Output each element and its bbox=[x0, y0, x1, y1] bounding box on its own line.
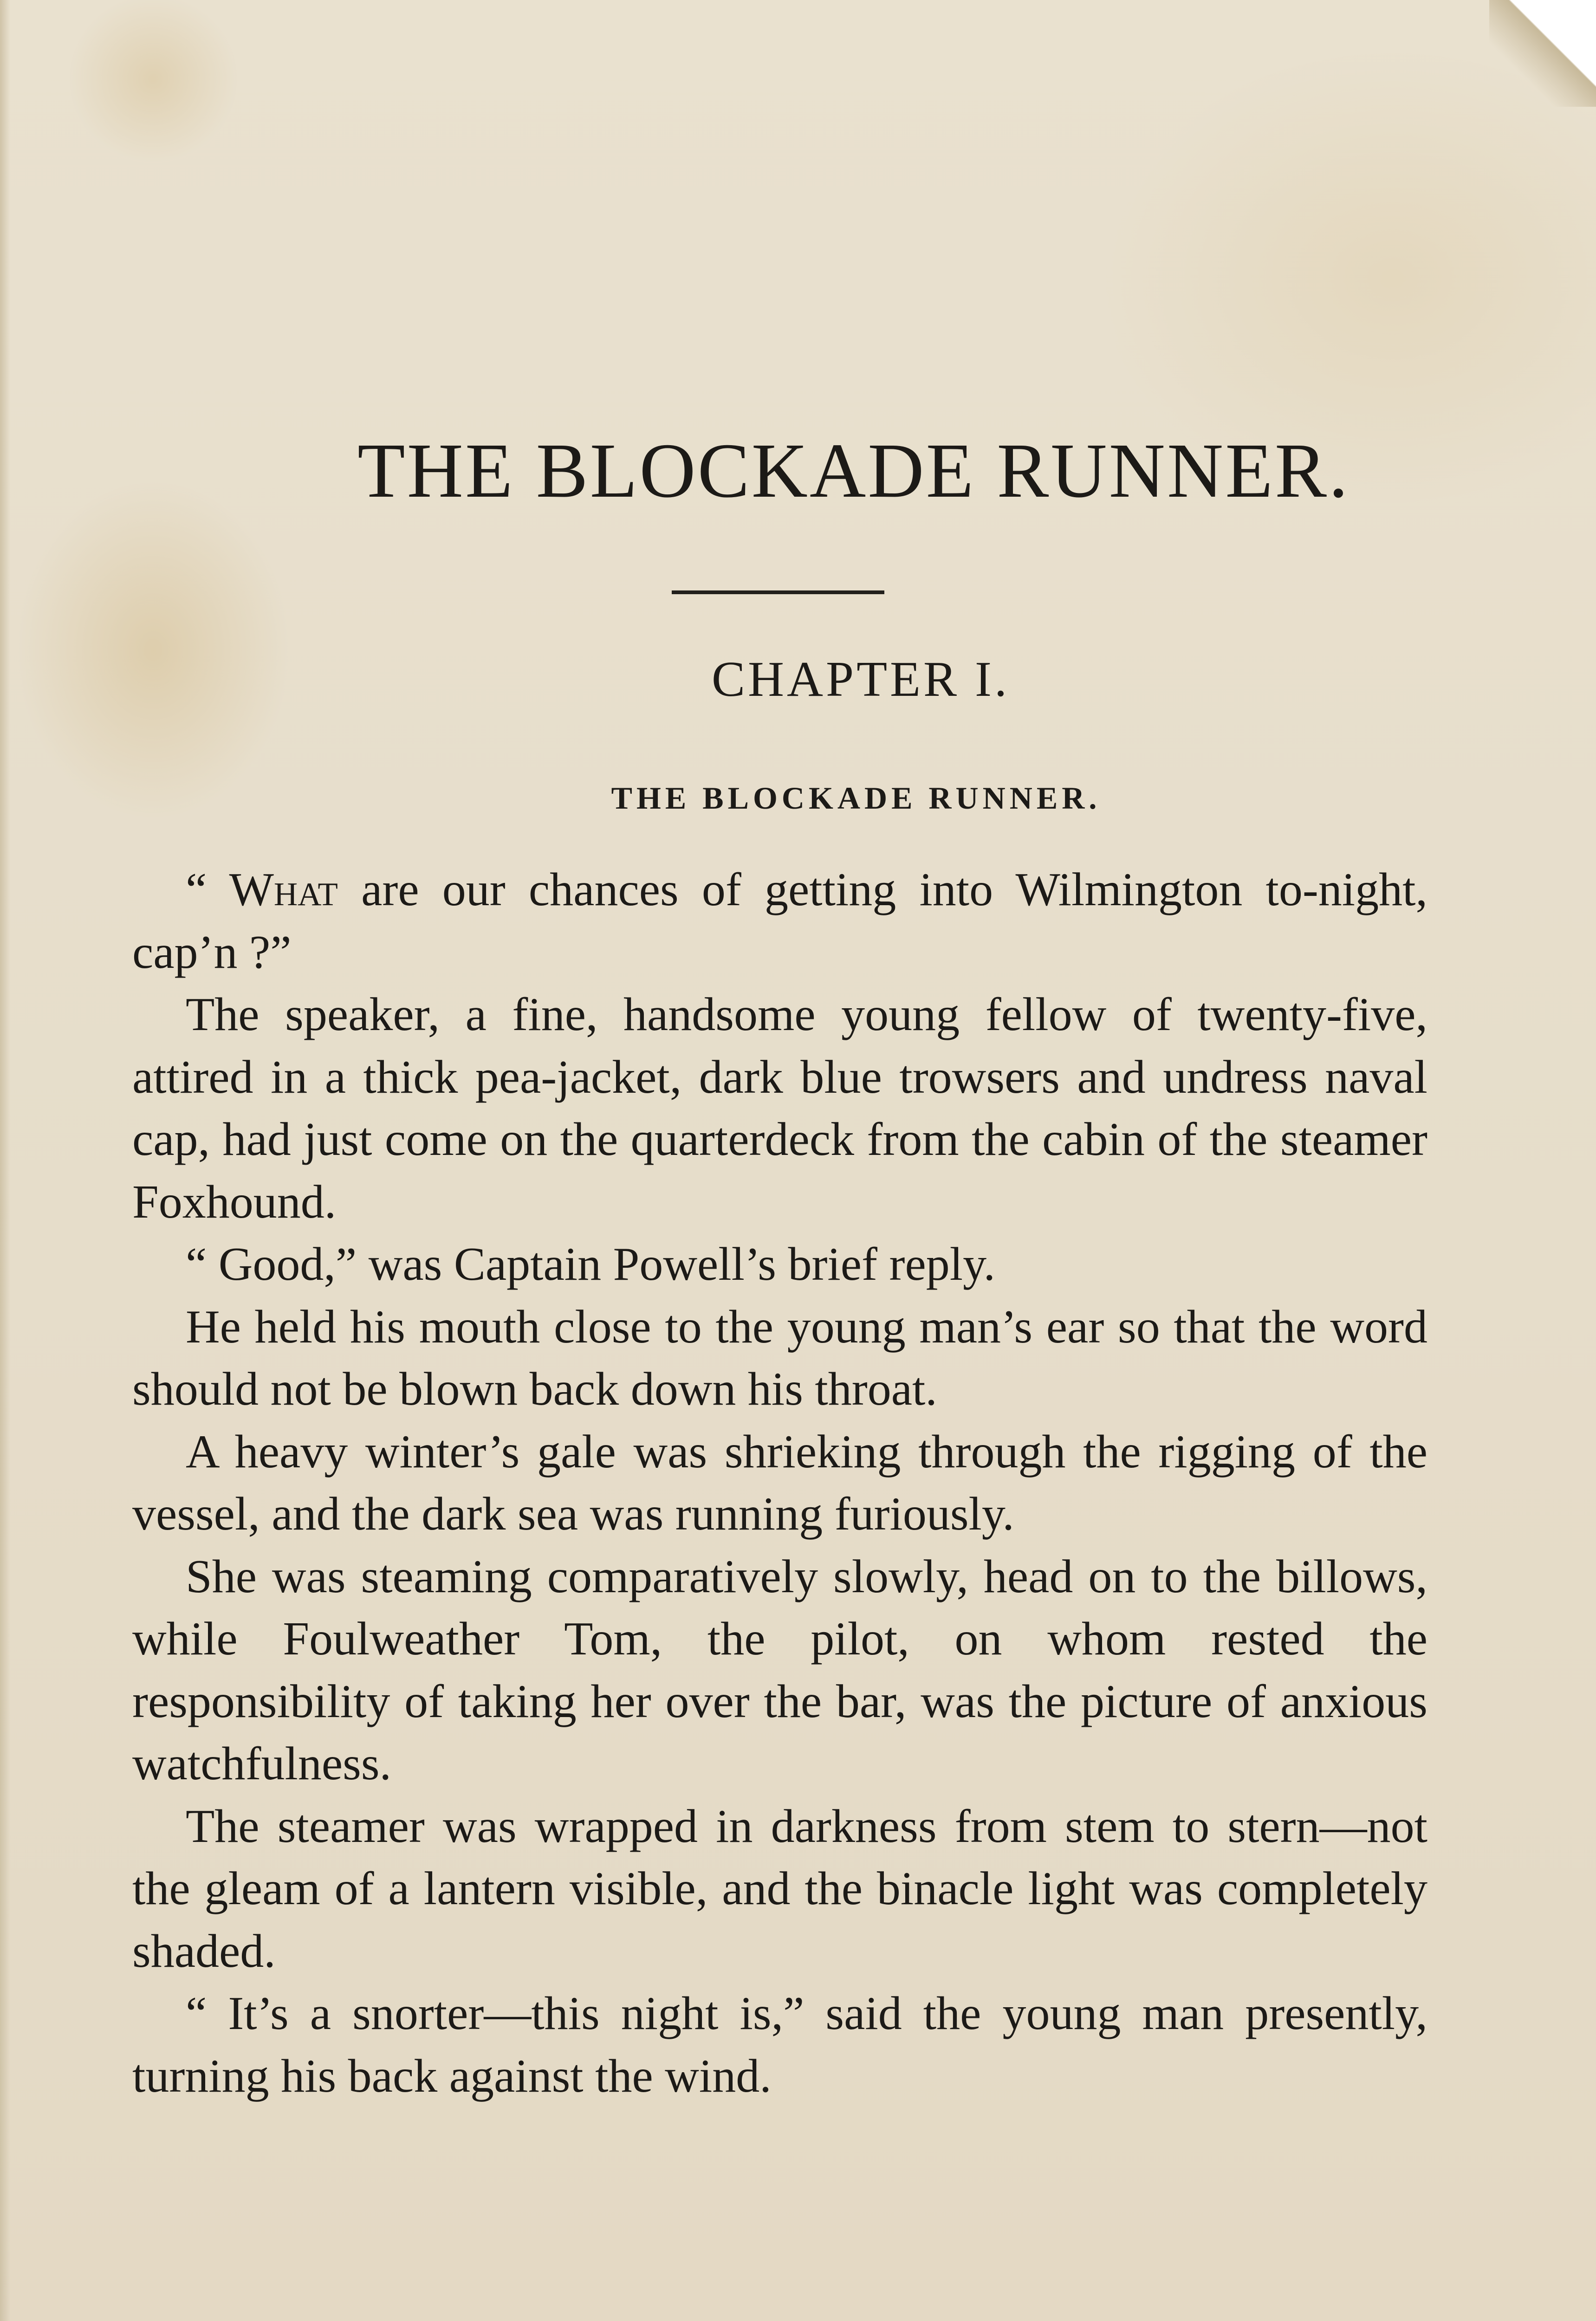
paragraph-text: She was steaming comparatively slowly, head on to the billows, while Foulweather Tom, the pilot, on whom rested the responsibility of taking her over the bar, was the picture of anxious watchfulness. bbox=[132, 1550, 1427, 1790]
paragraph-text: The steamer was wrapped in darkness from stem to stern—not the gleam of a lantern visible, and the binacle light was completely shaded. bbox=[132, 1800, 1427, 1977]
paragraph bbox=[132, 1233, 1427, 1296]
paragraph-text: “ Good,” was Captain Powell’s brief reply. bbox=[186, 1238, 995, 1290]
chapter-title: THE BLOCKADE RUNNER. bbox=[611, 780, 1101, 816]
page-header bbox=[0, 428, 1596, 816]
paragraph-lead-word: “ What bbox=[186, 863, 338, 916]
paragraph-text: A heavy winter’s gale was shrieking through the rigging of the vessel, and the dark sea was running furiously. bbox=[132, 1425, 1427, 1540]
paragraph-text: The speaker, a fine, handsome young fellow of twenty-five, attired in a thick pea-jacket, dark blue trowsers and undress naval cap, had just come on the quarterdeck from the cabin of the steamer Foxhound. bbox=[132, 988, 1427, 1228]
title-divider-rule bbox=[672, 590, 884, 594]
chapter-subtitle bbox=[0, 782, 1596, 814]
page-corner-fold bbox=[1489, 0, 1596, 107]
paragraph bbox=[132, 1296, 1427, 1421]
paragraph bbox=[132, 859, 1427, 984]
chapter-number: CHAPTER I. bbox=[711, 652, 1010, 707]
paragraph bbox=[132, 1546, 1427, 1796]
paragraph bbox=[132, 1421, 1427, 1546]
paragraph-text: “ It’s a snorter—this night is,” said the young man presently, turning his back against the wind. bbox=[132, 1987, 1427, 2102]
chapter-body bbox=[132, 859, 1427, 2107]
book-title: THE BLOCKADE RUNNER. bbox=[357, 428, 1350, 514]
chapter-heading bbox=[0, 652, 1596, 707]
paragraph-text: He held his mouth close to the young man’s ear so that the word should not be blown back down his throat. bbox=[132, 1300, 1427, 1415]
paragraph bbox=[132, 1796, 1427, 1983]
paragraph bbox=[132, 1983, 1427, 2107]
paragraph-text: are our chances of getting into Wilmington to-night, cap’n ?” bbox=[132, 863, 1427, 979]
page-edge-shadow bbox=[0, 0, 10, 2321]
paragraph bbox=[132, 984, 1427, 1233]
